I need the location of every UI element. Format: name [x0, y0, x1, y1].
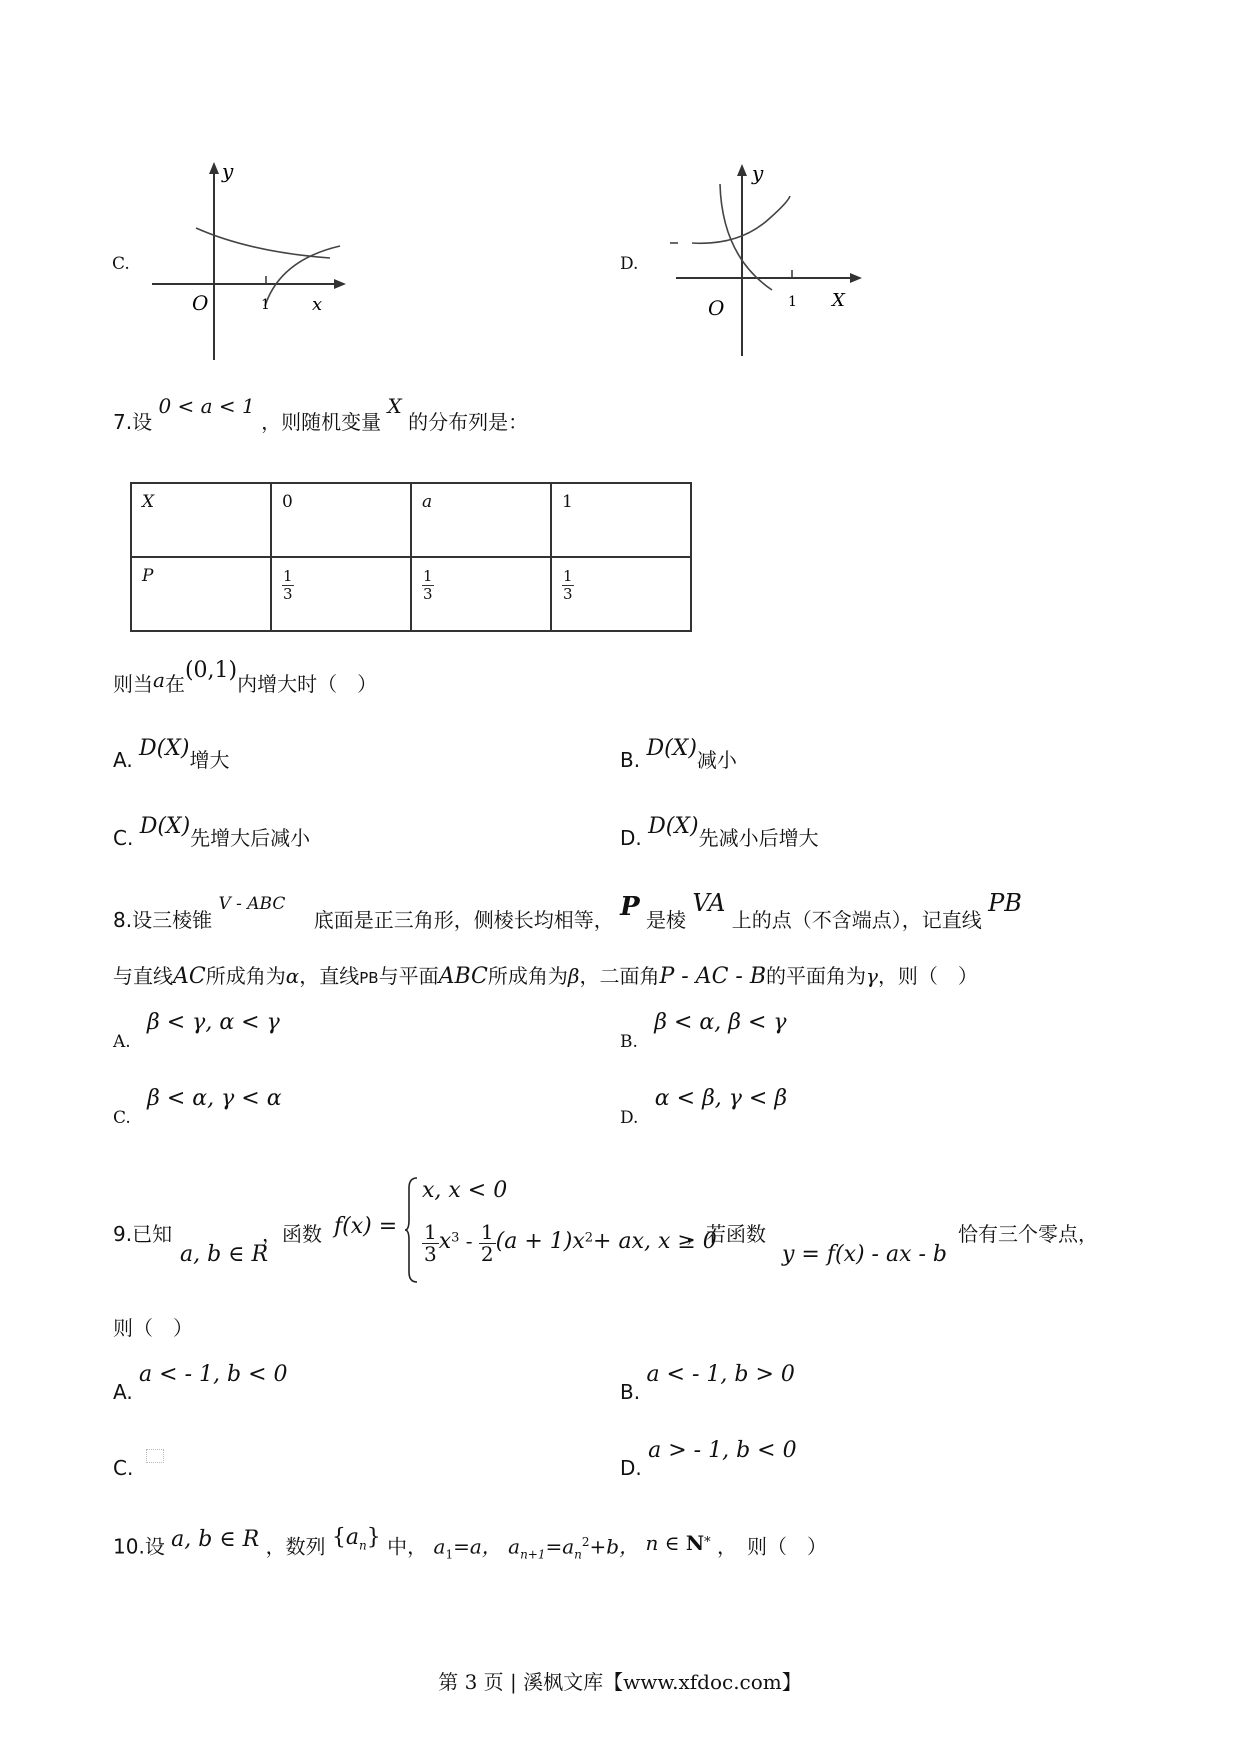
q9-text-4: 恰有三个零点，: [958, 1222, 1098, 1246]
q7-variable: X: [387, 394, 402, 418]
table-cell: 1: [551, 483, 691, 557]
q8-option-c[interactable]: C. β < α, γ < α: [113, 1086, 282, 1128]
graph-c-decreasing-curve: [196, 228, 330, 258]
graph-c-y-arrow: [209, 162, 219, 174]
graph-d-origin: O: [708, 296, 725, 320]
q9-option-d[interactable]: D. a > - 1, b < 0: [620, 1438, 797, 1480]
q9-piecewise: f(x) = x, x < 0 $\frac{1}{3}$ $x^3$ - $\frac{1}{2}$ $(a + 1)x^2+$ ax, x ≥ 0: [334, 1174, 694, 1286]
q8-option-d[interactable]: D. α < β, γ < β: [620, 1086, 788, 1128]
distribution-table: [130, 482, 692, 632]
q7-option-b[interactable]: B. D(X)减小: [620, 736, 737, 772]
graph-d-x-arrow: [850, 273, 862, 283]
q9-option-c[interactable]: C.: [113, 1456, 164, 1480]
option-d-label: D.: [620, 254, 639, 274]
q7-condition: 0 < a < 1: [158, 394, 255, 418]
q8-option-a[interactable]: A. β < γ, α < γ: [113, 1010, 280, 1052]
q8-option-b[interactable]: B. β < α, β < γ: [620, 1010, 787, 1052]
question-10: 10.设 a, b ∈ R ，数列 $\{a_n\}$ 中， $a_1=a$， $a_{n+1}=a_n^2+b$， n ∈ N* ， 则（ ）: [113, 1524, 828, 1562]
q7-option-a[interactable]: A. D(X)增大: [113, 736, 230, 772]
question-9: 9.已知: [113, 1222, 173, 1246]
page-footer: 第 3 页 | 溪枫文库【www.xfdoc.com】: [438, 1670, 802, 1694]
q9-text-3: ，若函数: [686, 1222, 766, 1246]
question-7: 7.设 0 < a < 1 ，则随机变量 X 的分布列是：: [113, 394, 529, 434]
table-row: [131, 483, 691, 557]
graph-c-y-label: y: [222, 160, 234, 183]
graph-c-one: 1: [261, 297, 270, 313]
q9-option-a[interactable]: A. a < - 1, b < 0: [113, 1362, 288, 1404]
q9-option-b[interactable]: B. a < - 1, b > 0: [620, 1362, 795, 1404]
q7-when: 则当a在(0,1)内增大时（ ）: [113, 658, 378, 696]
graph-d-x-label: X: [832, 290, 845, 311]
table-cell: a: [411, 483, 551, 557]
option-c-label: C.: [112, 254, 130, 274]
graph-c: [140, 160, 350, 365]
q9-text-2: ，函数: [262, 1222, 322, 1246]
table-row: [131, 557, 691, 631]
graph-d-decreasing-curve: [720, 184, 772, 290]
graph-d-one: 1: [788, 294, 797, 310]
q7-option-d[interactable]: D. D(X)先减小后增大: [620, 814, 819, 850]
q7-option-c[interactable]: C. D(X)先增大后减小: [113, 814, 311, 850]
q9-ab: a, b ∈ R: [180, 1242, 269, 1267]
table-cell: 0: [271, 483, 411, 557]
graph-c-x-label: x: [312, 294, 323, 315]
table-cell: $\frac{1}{3}$: [411, 557, 551, 631]
table-cell: P: [131, 557, 271, 631]
graph-c-x-arrow: [334, 279, 346, 289]
brace-icon: [404, 1176, 420, 1284]
graph-d-y-label: y: [752, 161, 764, 185]
q9-then: 则（ ）: [113, 1316, 193, 1340]
question-8: 8.设三棱锥 $^{V - ABC}$ 底面是正三角形，侧棱长均相等， P 是棱 VA 上的点（不含端点），记直线 PB: [113, 889, 1022, 932]
question-8-line-2: 与直线AC所成角为α，直线PB与平面ABC所成角为β，二面角P - AC - B的平面角为γ，则（ ）: [113, 964, 978, 989]
table-cell: $\frac{1}{3}$: [271, 557, 411, 631]
graph-c-origin: O: [192, 291, 209, 315]
table-cell: $\frac{1}{3}$: [551, 557, 691, 631]
broken-image-icon: [146, 1449, 164, 1463]
graph-d-y-arrow: [737, 164, 747, 176]
table-cell: X: [131, 483, 271, 557]
q9-yfx: y = f(x) - ax - b: [782, 1242, 948, 1267]
graph-d: [660, 160, 870, 360]
